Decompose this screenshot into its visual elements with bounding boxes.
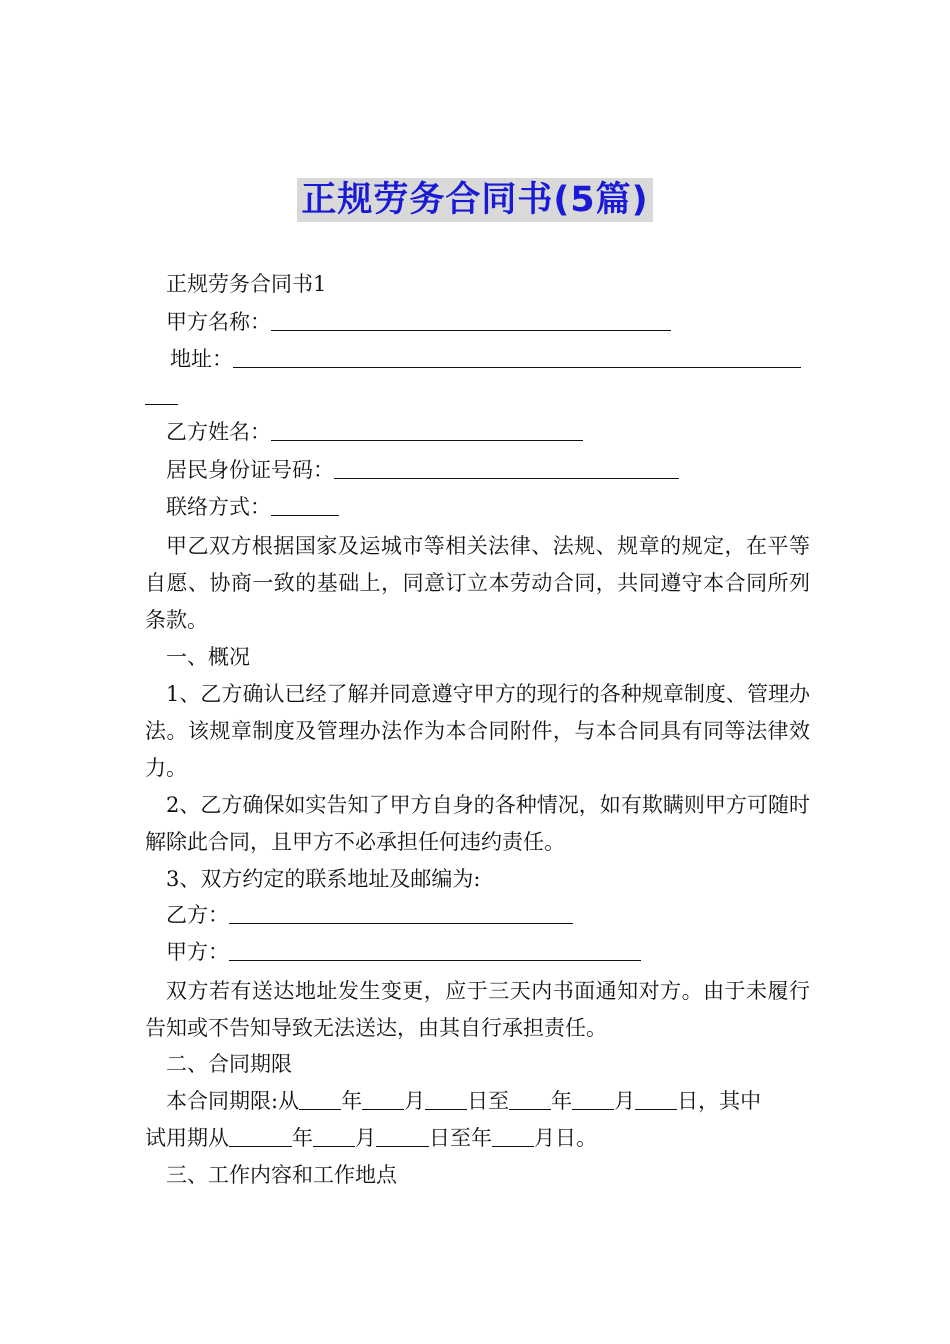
term-start-month-blank[interactable] <box>362 1085 404 1110</box>
address-blank-continued[interactable] <box>145 380 178 405</box>
address-row <box>145 341 835 378</box>
term-month-label: 月 <box>404 1089 426 1113</box>
probation-prefix: 试用期从 <box>145 1126 229 1150</box>
probation-start-day-blank[interactable] <box>376 1122 429 1147</box>
id-number-blank[interactable] <box>334 454 679 479</box>
section-3-heading: 三、工作内容和工作地点 <box>166 1163 397 1187</box>
probation-month-label: 月 <box>355 1126 376 1150</box>
probation-year-label: 年 <box>292 1126 313 1150</box>
probation-row <box>145 1120 810 1157</box>
section-1-item-2: 2、乙方确保如实告知了甲方自身的各种情况，如有欺瞒则甲方可随时解除此合同，且甲方不必承担任何违约责任。 <box>145 793 810 854</box>
section-1-item-1: 1、乙方确认已经了解并同意遵守甲方的现行的各种规章制度、管理办法。该规章制度及管理办法作为本合同附件，与本合同具有同等法律效力。 <box>145 682 810 780</box>
section-1-heading: 一、概况 <box>166 645 250 669</box>
preamble-paragraph: 甲乙双方根据国家及运城市等相关法律、法规、规章的规定，在平等自愿、协商一致的基础上，同意订立本劳动合同，共同遵守本合同所列条款。 <box>145 534 810 632</box>
section-1-item-3: 3、双方约定的联系地址及邮编为: <box>166 867 481 891</box>
term-end-day-blank[interactable] <box>635 1085 677 1110</box>
party-a-name-label: 甲方名称： <box>166 310 271 334</box>
contact-label: 联络方式： <box>166 495 271 519</box>
party-b-name-blank[interactable] <box>271 416 583 441</box>
term-prefix: 本合同期限:从 <box>166 1089 300 1113</box>
address-label: 地址： <box>170 347 233 371</box>
id-number-row <box>145 452 831 489</box>
party-b-address-blank[interactable] <box>229 899 573 924</box>
term-end-month-label: 月 <box>614 1089 636 1113</box>
probation-day-end-label: 日。 <box>555 1126 597 1150</box>
document-title: 正规劳务合同书(5篇) <box>297 178 652 222</box>
section-2-heading: 二、合同期限 <box>166 1052 292 1076</box>
term-year-label: 年 <box>341 1089 363 1113</box>
party-a-address-label: 甲方： <box>166 940 229 964</box>
contract-subtitle: 正规劳务合同书1 <box>166 272 327 296</box>
address-blank[interactable] <box>233 343 801 368</box>
probation-start-year-blank[interactable] <box>229 1122 292 1147</box>
party-a-address-row <box>145 934 831 971</box>
title-container <box>0 178 950 222</box>
term-end-year-blank[interactable] <box>509 1085 551 1110</box>
term-start-year-blank[interactable] <box>299 1085 341 1110</box>
party-b-name-row <box>145 414 831 451</box>
address-row-continued <box>145 378 810 415</box>
contract-term-row <box>145 1083 831 1120</box>
address-change-paragraph: 双方若有送达地址发生变更，应于三天内书面通知对方。由于未履行告知或不告知导致无法送达，由其自行承担责任。 <box>145 979 810 1040</box>
contact-row <box>145 489 831 526</box>
probation-start-month-blank[interactable] <box>313 1122 355 1147</box>
party-b-address-row <box>145 897 831 934</box>
party-b-address-label: 乙方： <box>166 903 229 927</box>
contact-blank[interactable] <box>271 491 339 516</box>
term-day-comma-label: 日，其中 <box>677 1089 762 1113</box>
probation-month-end-label: 月 <box>534 1126 555 1150</box>
id-number-label: 居民身份证号码： <box>166 458 334 482</box>
probation-day-to-year-label: 日至年 <box>429 1126 492 1150</box>
party-a-name-blank[interactable] <box>271 306 671 331</box>
term-end-month-blank[interactable] <box>572 1085 614 1110</box>
party-a-address-blank[interactable] <box>229 936 641 961</box>
party-a-name-row <box>145 304 831 341</box>
probation-end-month-blank[interactable] <box>492 1122 534 1147</box>
term-end-year-label: 年 <box>551 1089 573 1113</box>
term-start-day-blank[interactable] <box>425 1085 467 1110</box>
term-day-to-label: 日至 <box>467 1089 510 1113</box>
party-b-name-label: 乙方姓名： <box>166 420 271 444</box>
